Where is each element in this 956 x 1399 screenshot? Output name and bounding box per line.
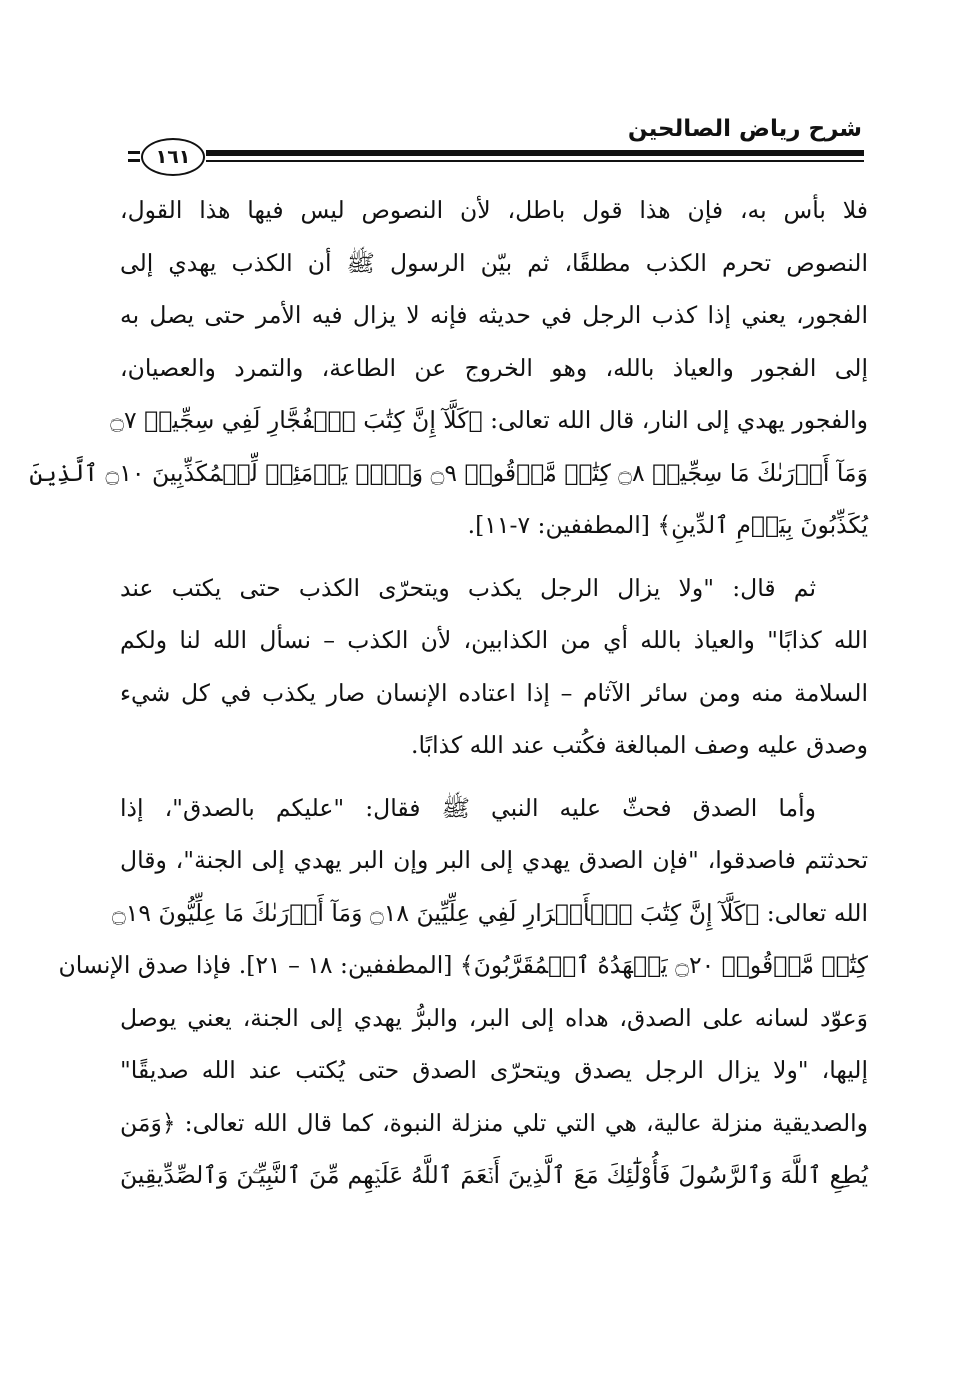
text-line: وأما الصدق فحثّ عليه النبي ﷺ فقال: "عليكم بالصدق"، إذا	[120, 793, 816, 822]
text-line: وصدق عليه وصف المبالغة فكُتب عند الله كذابًا.	[410, 731, 868, 759]
header-rule-left-bottom	[128, 159, 140, 162]
text-line: إلى الفجور والعياذ بالله، وهو الخروج عن الطاعة، والتمرد والعصيان،	[120, 353, 868, 382]
text-line: فلا بأس به، فإن هذا قول باطل، لأن النصوص ليس فيها هذا القول،	[120, 196, 868, 224]
quran-verse-line: يُطِعِ ٱللَّهَ وَٱلرَّسُولَ فَأُوْلَٰٓئِكَ مَعَ ٱلَّذِينَ أَنۡعَمَ ٱللَّهُ عَلَيۡهِم مِّنَ ٱلنَّبِيِّـۧنَ وَٱلصِّدِّيقِينَ	[120, 1161, 868, 1189]
text-line: الفجور، يعني إذا كذب الرجل في حديثه فإنه لا يزال فيه الأمر حتى يصل به	[120, 301, 868, 329]
page-number-badge	[141, 138, 205, 176]
body-text	[29, 184, 868, 1202]
paragraph-gap	[120, 552, 868, 562]
quran-verse-line: وَمَآ أَدۡرَىٰكَ مَا سِجِّينٞ ۝٨ كِتَٰبٞ مَّرۡقُومٞ ۝٩ وَيۡلٞ يَوۡمَئِذٖ لِّلۡمُكَذِّبِينَ ۝١٠ ٱلَّذِينَ	[29, 458, 868, 487]
text-line: ثم قال: "ولا يزال الرجل يكذب ويتحرّى الكذب حتى يكتب عند	[120, 573, 816, 602]
text-line: إليها، "ولا يزال الرجل يصدق ويتحرّى الصدق حتى يُكتب عند الله صديقًا"	[120, 1056, 868, 1084]
quran-verse-line: كِتَٰبٞ مَّرۡقُومٞ ۝٢٠ يَشۡهَدُهُ ٱلۡمُقَرَّبُونَ﴾ [المطففين: ١٨ – ٢١]. فإذا صدق الإنسان	[58, 951, 868, 979]
text-line: تحدثتم فاصدقوا، "فإن الصدق يهدي إلى البر وإن البر يهدي إلى الجنة"، وقال	[120, 846, 868, 874]
quran-verse-line: والفجور يهدي إلى النار، قال الله تعالى: ﴿كَلَّآ إِنَّ كِتَٰبَ ٱلۡفُجَّارِ لَفِي سِجِّينٖ ۝٧	[110, 406, 868, 434]
text-line: السلامة منه ومن سائر الآثام – إذا اعتاده الإنسان صار يكذب في كل شيء	[120, 678, 868, 707]
quran-verse-line: يُكَذِّبُونَ بِيَوۡمِ ٱلدِّينِ﴾ [المطففين: ٧-١١].	[467, 511, 868, 539]
paragraph-gap	[120, 772, 868, 782]
text-line: والصديقية منزلة عالية، هي التي تلي منزلة النبوة، كما قال الله تعالى: ﴿وَمَن	[120, 1108, 868, 1137]
text-line: الله كذابًا" والعياذ بالله أي من الكذابين، لأن الكذب – نسأل الله لنا ولكم	[120, 626, 868, 654]
page-number: ١٦١	[155, 146, 191, 168]
header-rule-thin	[206, 160, 864, 162]
header-rule-left-top	[128, 151, 140, 154]
text-line: النصوص تحرم الكذب مطلقًا، ثم بيّن الرسول ﷺ أن الكذب يهدي إلى	[120, 248, 868, 277]
book-title: شرح رياض الصالحين	[627, 116, 862, 142]
text-line: وَعوّد لسانه على الصدق، هداه إلى البر، والبرُّ يهدي إلى الجنة، يعني يوصل	[120, 1003, 868, 1032]
quran-verse-line: الله تعالى: ﴿كَلَّآ إِنَّ كِتَٰبَ ٱلۡأَبۡرَارِ لَفِي عِلِّيِّينَ ۝١٨ وَمَآ أَدۡرَىٰكَ مَا عِلِّيُّونَ ۝١٩	[112, 898, 868, 927]
header-rule-thick	[206, 150, 864, 156]
